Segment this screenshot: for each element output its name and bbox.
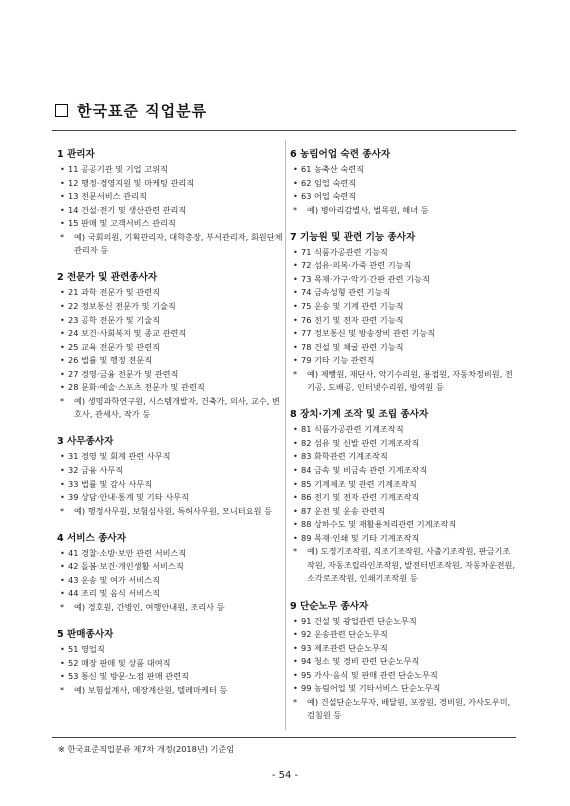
top-divider: [52, 130, 516, 131]
occupation-item: • 92 운송관련 단순노무직: [290, 628, 516, 642]
occupation-item: • 99 농림어업 및 기타서비스 단순노무직: [290, 682, 516, 696]
occupation-item: • 93 제조관련 단순노무직: [290, 642, 516, 656]
occupation-item: • 14 건설·전기 및 생산관련 관리직: [57, 204, 283, 218]
section-title: 6 농림어업 숙련 종사자: [290, 149, 391, 160]
bottom-divider: [52, 737, 516, 738]
asterisk-icon: *: [293, 546, 298, 557]
occupation-item: • 88 상하수도 및 재활용처리관련 기계조작직: [290, 518, 516, 532]
example-note-text: 예) 경호원, 간병인, 여행안내원, 조리사 등: [74, 602, 225, 612]
example-note: [57, 231, 283, 258]
example-note: [290, 368, 516, 395]
asterisk-icon: *: [293, 696, 298, 707]
occupation-item: • 85 기계제조 및 관련 기계조작직: [290, 478, 516, 492]
occupation-section: [57, 532, 283, 615]
occupation-section: [57, 628, 283, 697]
section-title: 1 관리자: [57, 149, 95, 160]
example-note: [57, 601, 283, 615]
occupation-item: • 94 청소 및 경비 관련 단순노무직: [290, 655, 516, 669]
example-note-text: 예) 도정기조작원, 직조기조작원, 사출기조작원, 판금기조작원, 자동조립라인조작원, 발전터빈조작원, 자동차운전원, 소각로조작원, 인쇄기조작원 등: [307, 546, 516, 584]
occupation-item: • 24 보건·사회복지 및 종교 관련직: [57, 327, 283, 341]
occupation-item: • 95 가사·음식 및 판매 관련 단순노무직: [290, 669, 516, 683]
section-title: 5 판매종사자: [57, 629, 114, 641]
occupation-item: • 21 과학 전문가 및 관련직: [57, 286, 283, 300]
section-title: 7 기능원 및 관련 기능 종사자: [290, 231, 416, 243]
occupation-item: • 73 목재·가구·악기·간판 관련 기능직: [290, 273, 516, 287]
occupation-section: [290, 600, 516, 723]
occupation-item: • 75 운송 및 기계 관련 기능직: [290, 300, 516, 314]
occupation-item: • 81 식품가공관련 기계조작직: [290, 423, 516, 437]
occupation-item: • 22 정보통신 전문가 및 기술직: [57, 300, 283, 314]
occupation-item: • 71 식품가공관련 기능직: [290, 246, 516, 260]
occupation-item: • 27 경영·금융 전문가 및 관련직: [57, 368, 283, 382]
right-column: [290, 148, 516, 737]
occupation-item: • 79 기타 기능 관련직: [290, 354, 516, 368]
example-note-text: 예) 행정사무원, 보험심사원, 특허사무원, 모니터요원 등: [74, 505, 273, 516]
asterisk-icon: *: [60, 602, 65, 612]
occupation-item: • 39 상담·안내·통계 및 기타 사무직: [57, 491, 283, 505]
occupation-item: • 25 교육 전문가 및 관련직: [57, 341, 283, 355]
example-note: [57, 684, 283, 698]
example-note-text: 예) 건설단순노무자, 배달원, 포장원, 경비원, 가사도우미, 검침원 등: [307, 696, 511, 721]
example-note-text: 예) 병아리감별사, 벌목원, 해녀 등: [307, 204, 429, 215]
asterisk-icon: *: [60, 684, 65, 695]
square-bullet-icon: [55, 104, 68, 117]
occupation-item: • 23 공학 전문가 및 기술직: [57, 314, 283, 328]
example-note: [290, 696, 516, 723]
section-title: 3 사무종사자: [57, 436, 114, 448]
section-title: 9 단순노무 종사자: [290, 600, 369, 612]
occupation-item: • 44 조리 및 음식 서비스직: [57, 587, 283, 601]
asterisk-icon: *: [293, 204, 298, 215]
example-note: [57, 395, 283, 422]
footnote: ※ 한국표준직업분류 제7차 개정(2018년) 기준임: [58, 744, 235, 754]
occupation-item: • 12 행정·경영지원 및 마케팅 관리직: [57, 177, 283, 191]
occupation-item: • 11 공공기관 및 기업 고위직: [57, 163, 283, 177]
example-note-text: 예) 제빵원, 재단사, 악기수리원, 용접원, 자동차정비원, 전기공, 도배공, 인터넷수리원, 방역원 등: [307, 368, 513, 393]
section-title: 8 장치·기계 조작 및 조립 종사자: [290, 409, 429, 421]
asterisk-icon: *: [60, 231, 65, 242]
occupation-section: [290, 148, 516, 217]
occupation-item: • 53 통신 및 방문·노점 판매 관련직: [57, 670, 283, 684]
column-divider: [285, 140, 286, 730]
occupation-section: [290, 231, 516, 395]
occupation-item: • 91 건설 및 광업관련 단순노무직: [290, 615, 516, 629]
occupation-item: • 84 금속 및 비금속 관련 기계조작직: [290, 464, 516, 478]
occupation-item: • 52 매장 판매 및 상품 대여직: [57, 657, 283, 671]
page-number: - 54 -: [271, 770, 299, 781]
example-note-text: 예) 생명과학연구원, 시스템개발자, 건축가, 의사, 교수, 변호사, 관세사, 작가 등: [74, 395, 280, 420]
example-note: [290, 204, 516, 218]
left-column: [57, 148, 283, 711]
occupation-item: • 62 임업 숙련직: [290, 177, 516, 191]
occupation-item: • 74 금속성형 관련 기능직: [290, 286, 516, 300]
occupation-item: • 28 문화·예술·스포츠 전문가 및 관련직: [57, 381, 283, 395]
occupation-item: • 77 정보통신 및 방송장비 관련 기능직: [290, 327, 516, 341]
occupation-item: • 43 운송 및 여가 서비스직: [57, 574, 283, 588]
occupation-item: • 15 판매 및 고객서비스 관리직: [57, 217, 283, 231]
section-title: 2 전문가 및 관련종사자: [57, 272, 158, 284]
example-note-text: 예) 국회의원, 기획관리자, 대학총장, 부서관리자, 회원단체관리자 등: [74, 231, 283, 256]
page-title-block: [55, 100, 207, 121]
occupation-item: • 87 운전 및 운송 관련직: [290, 505, 516, 519]
occupation-item: • 76 전기 및 전자 관련 기능직: [290, 314, 516, 328]
page-title: 한국표준 직업분류: [77, 102, 208, 120]
occupation-section: [290, 408, 516, 586]
occupation-item: • 86 전기 및 전자 관련 기계조작직: [290, 491, 516, 505]
occupation-item: • 61 농축산 숙련직: [290, 163, 516, 177]
occupation-item: • 32 금융 사무직: [57, 464, 283, 478]
example-note: [57, 505, 283, 519]
occupation-item: • 51 영업직: [57, 643, 283, 657]
occupation-item: • 82 섬유 및 신발 관련 기계조작직: [290, 437, 516, 451]
example-note-text: 예) 보험설계사, 매장계산원, 텔레마케터 등: [74, 684, 228, 695]
occupation-section: [57, 271, 283, 421]
asterisk-icon: *: [60, 505, 65, 516]
occupation-item: • 83 화학관련 기계조작직: [290, 450, 516, 464]
occupation-item: • 42 돌봄·보건·개인생활 서비스직: [57, 560, 283, 574]
asterisk-icon: *: [293, 368, 298, 379]
occupation-item: • 41 경찰·소방·보안 관련 서비스직: [57, 547, 283, 561]
asterisk-icon: *: [60, 395, 65, 406]
section-title: 4 서비스 종사자: [57, 532, 126, 544]
occupation-item: • 26 법률 및 행정 전문직: [57, 354, 283, 368]
example-note: [290, 545, 516, 586]
occupation-section: [57, 435, 283, 518]
occupation-item: • 78 건설 및 채굴 관련 기능직: [290, 341, 516, 355]
occupation-item: • 89 목재·인쇄 및 기타 기계조작직: [290, 532, 516, 546]
occupation-item: • 63 어업 숙련직: [290, 190, 516, 204]
occupation-item: • 31 경영 및 회계 관련 사무직: [57, 450, 283, 464]
occupation-section: [57, 148, 283, 258]
occupation-item: • 13 전문서비스 관리직: [57, 190, 283, 204]
occupation-item: • 72 섬유·의복·가죽 관련 기능직: [290, 259, 516, 273]
occupation-item: • 33 법률 및 감사 사무직: [57, 478, 283, 492]
